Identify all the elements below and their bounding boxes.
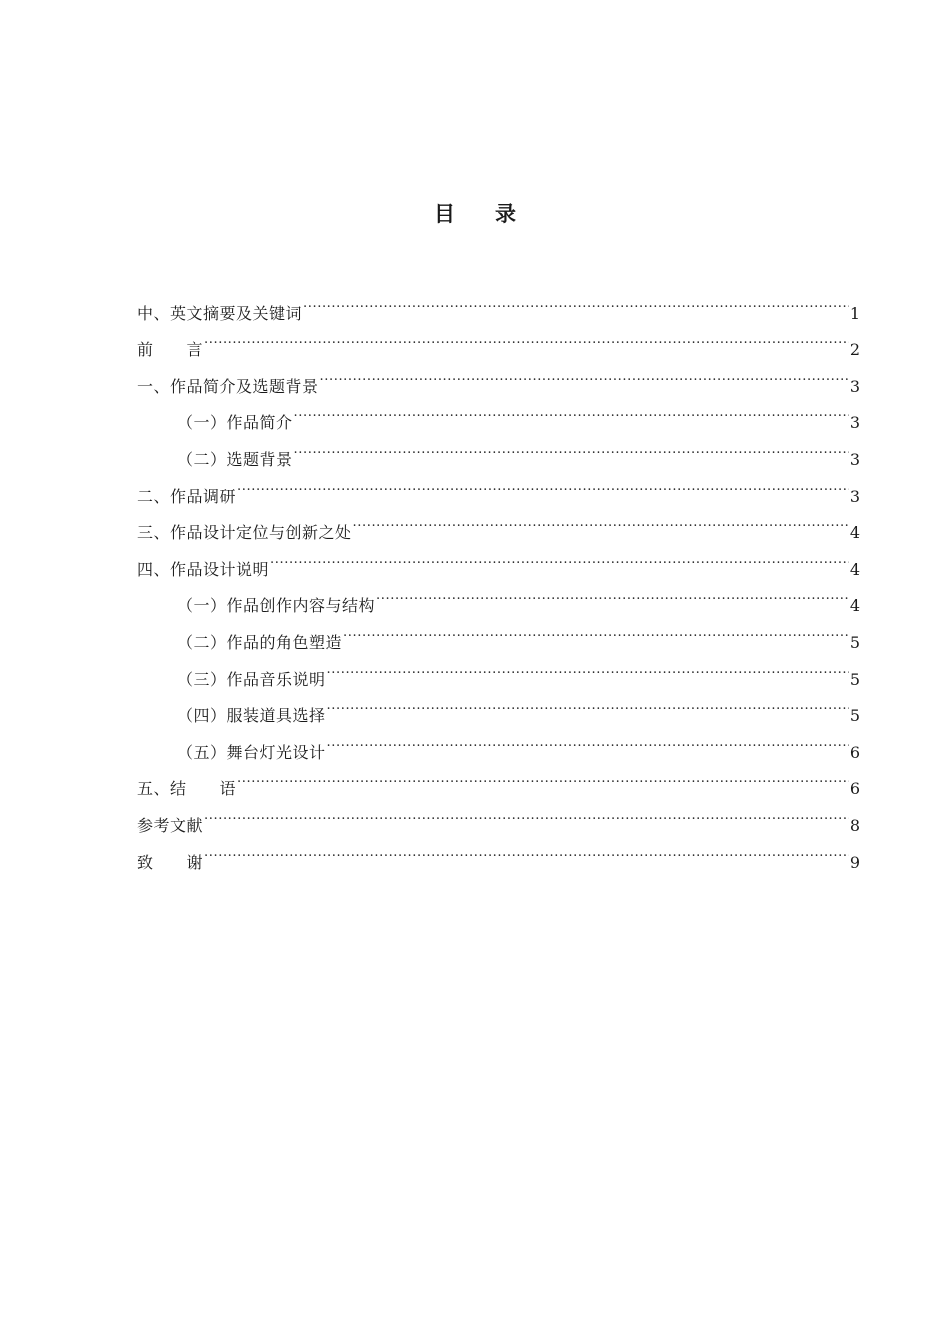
toc-entry[interactable] (137, 355, 860, 396)
toc-page-number: 6 (849, 779, 860, 799)
toc-page-number: 3 (849, 486, 860, 506)
toc-dot-leader (204, 831, 849, 868)
toc-entry[interactable] (137, 502, 860, 543)
toc-page-number: 3 (849, 413, 860, 433)
toc-entry-title: （三）作品音乐说明 (177, 669, 326, 689)
toc-entry-title: 五、结 语 (137, 779, 237, 799)
toc-page-number: 8 (849, 815, 860, 835)
toc-dot-leader (327, 721, 849, 758)
toc-entry[interactable] (137, 794, 860, 835)
toc-page-number: 3 (849, 376, 860, 396)
toc-page-number: 1 (849, 303, 860, 323)
toc-dot-leader (294, 392, 849, 429)
toc-entry-title: 三、作品设计定位与创新之处 (137, 523, 352, 543)
toc-dot-leader (376, 575, 849, 612)
toc-dot-leader (327, 685, 849, 722)
toc-dot-leader (303, 282, 849, 319)
toc-page-number: 5 (849, 632, 860, 652)
toc-entry-title: 前 言 (137, 340, 204, 360)
toc-entry-title: 二、作品调研 (137, 486, 237, 506)
toc-entry-title: （一）作品简介 (177, 413, 293, 433)
toc-entry-title: 一、作品简介及选题背景 (137, 376, 319, 396)
toc-page-number: 6 (849, 742, 860, 762)
toc-page-number: 5 (849, 706, 860, 726)
toc-entry-title: 四、作品设计说明 (137, 559, 270, 579)
toc-dot-leader (294, 428, 849, 465)
toc-dot-leader (204, 319, 849, 356)
toc-page-number: 5 (849, 669, 860, 689)
table-of-contents (137, 282, 860, 872)
toc-entry[interactable] (137, 319, 860, 360)
toc-entry-title: （五）舞台灯光设计 (177, 742, 326, 762)
toc-entry[interactable] (137, 465, 860, 506)
toc-entry-title: 中、英文摘要及关键词 (137, 303, 303, 323)
toc-entry[interactable] (137, 282, 860, 323)
toc-page-number: 4 (849, 523, 860, 543)
toc-entry[interactable] (137, 758, 860, 799)
toc-dot-leader (204, 794, 849, 831)
toc-dot-leader (237, 465, 849, 502)
toc-dot-leader (270, 538, 849, 575)
toc-entry-title: （二）选题背景 (177, 449, 293, 469)
toc-entry-title: 致 谢 (137, 852, 204, 872)
toc-dot-leader (237, 758, 849, 795)
toc-entry[interactable] (137, 831, 860, 872)
toc-dot-leader (343, 611, 849, 648)
toc-page-number: 4 (849, 596, 860, 616)
toc-entry-title: （二）作品的角色塑造 (177, 632, 343, 652)
toc-entry-title: （一）作品创作内容与结构 (177, 596, 376, 616)
toc-page-number: 2 (849, 340, 860, 360)
toc-entry-title: （四）服装道具选择 (177, 706, 326, 726)
page-title-char-1: 目 (434, 201, 455, 226)
toc-dot-leader (320, 355, 849, 392)
page-title (0, 196, 950, 232)
toc-page-number: 4 (849, 559, 860, 579)
toc-entry-title: 参考文献 (137, 815, 204, 835)
toc-dot-leader (353, 502, 849, 539)
toc-page-number: 3 (849, 449, 860, 469)
toc-dot-leader (327, 648, 849, 685)
page-title-char-2: 录 (495, 201, 516, 226)
toc-page-number: 9 (849, 852, 860, 872)
